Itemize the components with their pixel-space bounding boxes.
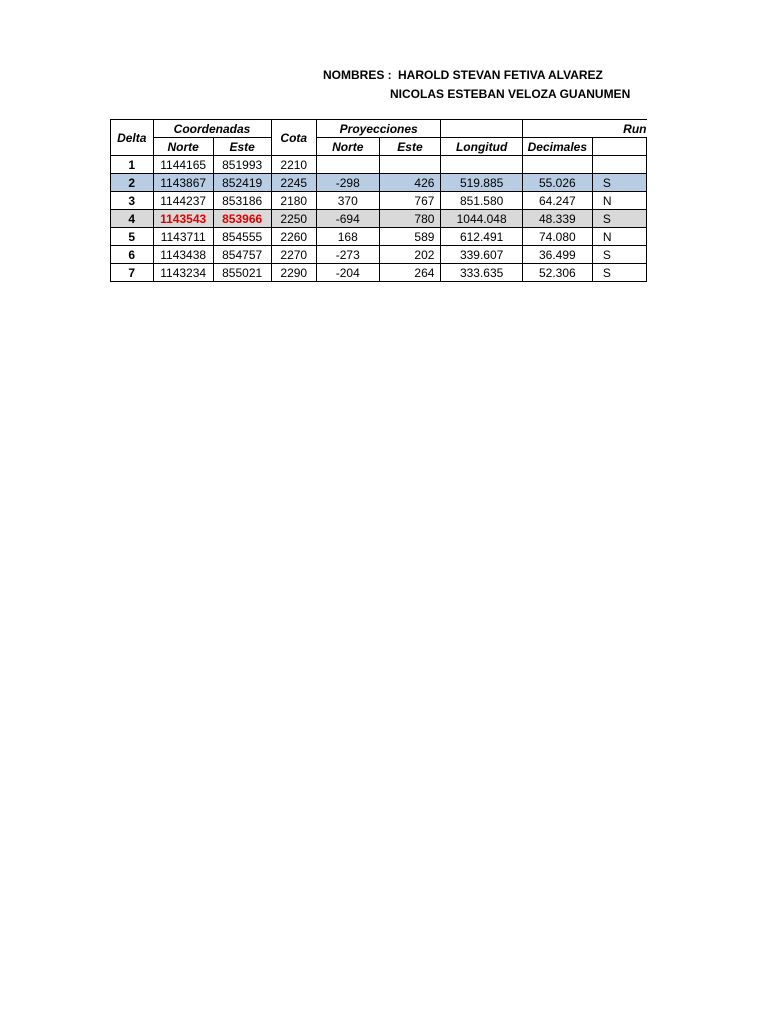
cell-decimales: 36.499 bbox=[522, 246, 592, 264]
cell-dir bbox=[592, 156, 646, 174]
cell-norte: 1143543 bbox=[153, 210, 213, 228]
header-row-2 bbox=[111, 138, 647, 156]
header-cota: Cota bbox=[271, 120, 316, 156]
cell-cota: 2290 bbox=[271, 264, 316, 282]
header-rumbo: Run bbox=[522, 120, 646, 138]
cell-decimales: 48.339 bbox=[522, 210, 592, 228]
cell-dir: S bbox=[592, 210, 646, 228]
cell-delta: 4 bbox=[111, 210, 154, 228]
cell-norte: 1143234 bbox=[153, 264, 213, 282]
header-norte: Norte bbox=[153, 138, 213, 156]
cell-dir: S bbox=[592, 264, 646, 282]
names-block bbox=[323, 66, 630, 104]
cell-decimales bbox=[522, 156, 592, 174]
cell-proy-este: 589 bbox=[379, 228, 441, 246]
header-coordenadas: Coordenadas bbox=[153, 120, 271, 138]
table-row bbox=[111, 228, 647, 246]
cell-norte: 1144237 bbox=[153, 192, 213, 210]
cell-decimales: 55.026 bbox=[522, 174, 592, 192]
table-row bbox=[111, 246, 647, 264]
cell-proy-este: 426 bbox=[379, 174, 441, 192]
cell-este: 853966 bbox=[213, 210, 271, 228]
cell-este: 853186 bbox=[213, 192, 271, 210]
cell-norte: 1144165 bbox=[153, 156, 213, 174]
table-row bbox=[111, 264, 647, 282]
student-name-2: NICOLAS ESTEBAN VELOZA GUANUMEN bbox=[390, 87, 631, 101]
cell-delta: 3 bbox=[111, 192, 154, 210]
cell-proy-norte: -694 bbox=[316, 210, 379, 228]
cell-cota: 2260 bbox=[271, 228, 316, 246]
header-proy-norte: Norte bbox=[316, 138, 379, 156]
survey-table bbox=[110, 119, 647, 282]
cell-proy-este: 202 bbox=[379, 246, 441, 264]
cell-dir: S bbox=[592, 246, 646, 264]
cell-longitud: 333.635 bbox=[441, 264, 522, 282]
cell-norte: 1143438 bbox=[153, 246, 213, 264]
cell-este: 852419 bbox=[213, 174, 271, 192]
cell-proy-este: 767 bbox=[379, 192, 441, 210]
cell-longitud: 851.580 bbox=[441, 192, 522, 210]
table-row bbox=[111, 192, 647, 210]
cell-este: 854757 bbox=[213, 246, 271, 264]
student-name-1: HAROLD STEVAN FETIVA ALVAREZ bbox=[398, 68, 603, 82]
header-row-1 bbox=[111, 120, 647, 138]
cell-proy-norte: 168 bbox=[316, 228, 379, 246]
cell-dir: S bbox=[592, 174, 646, 192]
cell-proy-norte: -273 bbox=[316, 246, 379, 264]
cell-cota: 2270 bbox=[271, 246, 316, 264]
names-line-2 bbox=[323, 85, 630, 104]
table-row bbox=[111, 210, 647, 228]
cell-delta: 6 bbox=[111, 246, 154, 264]
cell-cota: 2210 bbox=[271, 156, 316, 174]
cell-proy-norte: 370 bbox=[316, 192, 379, 210]
cell-este: 854555 bbox=[213, 228, 271, 246]
cell-este: 851993 bbox=[213, 156, 271, 174]
cell-longitud: 1044.048 bbox=[441, 210, 522, 228]
cell-delta: 7 bbox=[111, 264, 154, 282]
header-decimales: Decimales bbox=[522, 138, 592, 156]
cell-dir: N bbox=[592, 192, 646, 210]
table-row bbox=[111, 174, 647, 192]
header-dir bbox=[592, 138, 646, 156]
cell-proy-norte: -298 bbox=[316, 174, 379, 192]
cell-proy-norte: -204 bbox=[316, 264, 379, 282]
header-este: Este bbox=[213, 138, 271, 156]
cell-delta: 2 bbox=[111, 174, 154, 192]
cell-delta: 1 bbox=[111, 156, 154, 174]
cell-cota: 2180 bbox=[271, 192, 316, 210]
header-delta: Delta bbox=[111, 120, 154, 156]
header-proyecciones: Proyecciones bbox=[316, 120, 440, 138]
cell-proy-este: 780 bbox=[379, 210, 441, 228]
header-blank bbox=[441, 120, 522, 138]
cell-norte: 1143711 bbox=[153, 228, 213, 246]
cell-delta: 5 bbox=[111, 228, 154, 246]
cell-proy-este: 264 bbox=[379, 264, 441, 282]
cell-cota: 2245 bbox=[271, 174, 316, 192]
cell-longitud: 339.607 bbox=[441, 246, 522, 264]
cell-proy-este bbox=[379, 156, 441, 174]
cell-norte: 1143867 bbox=[153, 174, 213, 192]
cell-decimales: 64.247 bbox=[522, 192, 592, 210]
header-proy-este: Este bbox=[379, 138, 441, 156]
cell-decimales: 74.080 bbox=[522, 228, 592, 246]
cell-decimales: 52.306 bbox=[522, 264, 592, 282]
cell-este: 855021 bbox=[213, 264, 271, 282]
cell-longitud: 612.491 bbox=[441, 228, 522, 246]
survey-table-container bbox=[110, 119, 647, 285]
cell-longitud: 519.885 bbox=[441, 174, 522, 192]
cell-cota: 2250 bbox=[271, 210, 316, 228]
names-line-1 bbox=[323, 66, 630, 85]
names-label: NOMBRES : bbox=[323, 68, 392, 82]
cell-dir: N bbox=[592, 228, 646, 246]
cell-longitud bbox=[441, 156, 522, 174]
header-longitud: Longitud bbox=[441, 138, 522, 156]
cell-proy-norte bbox=[316, 156, 379, 174]
table-row bbox=[111, 156, 647, 174]
